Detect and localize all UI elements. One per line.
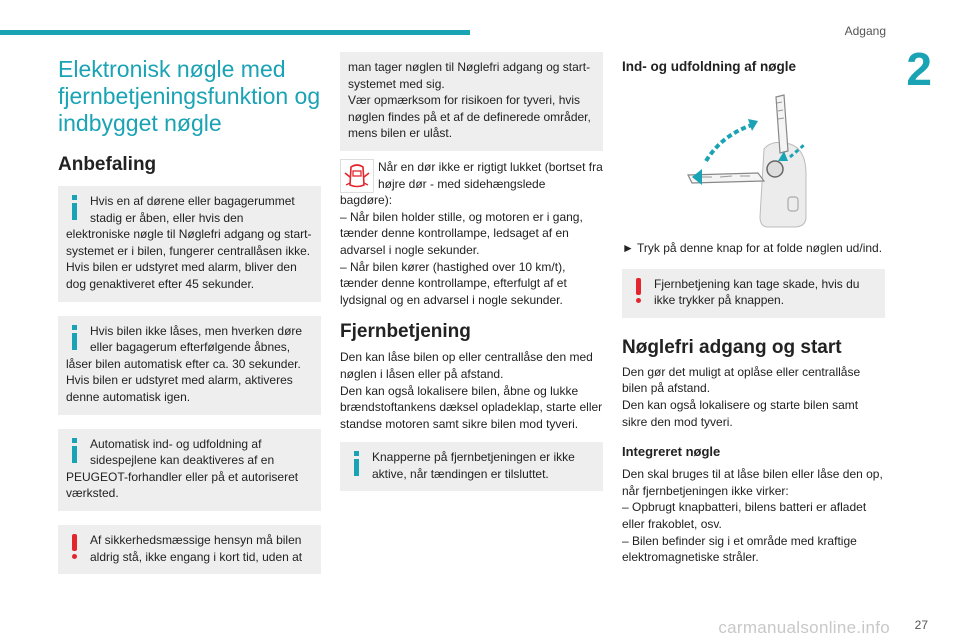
page-title: Elektronisk nøgle med fjernbetjeningsfunktion og indbygget nøgle	[58, 56, 321, 136]
warning-note: Fjernbetjening kan tage skade, hvis du ikke trykker på knappen.	[622, 269, 885, 318]
column-1	[58, 52, 321, 574]
subheading-integrated-key: Integreret nøgle	[622, 444, 721, 460]
info-note: Automatisk ind- og udfoldning af sidespejlene kan deaktiveres af en PEUGEOT-forhandler eller på et autoriseret værksted.	[58, 429, 321, 511]
keyless-paragraph: Den gør det muligt at oplåse eller centrallåse bilen på afstand. Den kan også lokalisere og starte bilen samt sikre den mod tyveri.	[622, 364, 861, 429]
chapter-number: 2	[906, 43, 932, 95]
column-2	[340, 52, 603, 491]
key-fold-instruction: ► Tryk på denne knap for at folde nøglen ud/ind.	[622, 241, 883, 255]
warning-icon	[632, 278, 644, 304]
door-warning-block: Når en dør ikke er rigtigt lukket (bortset fra højre dør - med sidehængslede bagdøre): – Når bilen holder stille, og motoren er i gang, tænder denne kontrollampe, ledsaget af en advarsel i nogle sekunder. – Når bilen kører (hastighed over 10 km/t), tænder denne kontrollampe, efterfulgt af et lydsignal og en advarsel i nogle sekunder.	[340, 159, 603, 307]
info-icon	[68, 195, 80, 221]
warning-note-continued: man tager nøglen til Nøglefri adgang og start-systemet med sig. Vær opmærksom for risikoen for tyveri, hvis nøglen findes på et af de definerede områder, mens bilen er ulåst.	[340, 52, 603, 151]
key-fold-illustration	[672, 89, 822, 229]
watermark: carmanualsonline.info	[718, 618, 890, 637]
section-heading-keyless: Nøglefri adgang og start	[622, 336, 842, 358]
section-heading-anbefaling: Anbefaling	[58, 154, 157, 175]
info-icon	[68, 438, 80, 464]
header-accent-bar	[0, 30, 470, 35]
car-door-warning-icon	[340, 159, 374, 193]
warning-icon	[68, 534, 80, 560]
column-3	[622, 52, 885, 566]
fjernbetjening-paragraph: Den kan låse bilen op eller centrallåse den med nøglen i låsen eller på afstand. Den kan også lokalisere bilen, åbne og lukke brændstoftankens dæksel opladeklap, starte eller standse motoren samt sikre bilen mod tyveri.	[340, 350, 603, 431]
info-note: Knapperne på fjernbetjeningen er ikke aktive, når tændingen er tilsluttet.	[340, 442, 603, 491]
page-number: 27	[914, 618, 928, 632]
info-note: Hvis en af dørene eller bagagerummet stadig er åben, eller hvis den elektroniske nøgle til Nøglefri adgang og start-systemet er i bilen, fungerer centrallåsen ikke. Hvis bilen er udstyret med alarm, bliver den dog genaktiveret efter 45 sekunder.	[58, 186, 321, 302]
subheading-key-fold: Ind- og udfoldning af nøgle	[622, 59, 796, 74]
info-note: Hvis bilen ikke låses, men hverken døre eller bagagerum efterfølgende åbnes, låser bilen automatisk efter ca. 30 sekunder. Hvis bilen er udstyret med alarm, aktiveres denne automatisk igen.	[58, 316, 321, 415]
section-heading-fjernbetjening: Fjernbetjening	[340, 321, 471, 343]
section-name: Adgang	[844, 24, 886, 38]
info-icon	[350, 451, 362, 477]
info-icon	[68, 325, 80, 351]
integrated-key-paragraph: Den skal bruges til at låse bilen eller låse den op, når fjernbetjeningen ikke virker: – Opbrugt knapbatteri, bilens batteri er afladet eller frakoblet, osv. – Bilen befinder sig i et område med kraftige elektromagnetiske stråler.	[622, 467, 883, 565]
warning-note: Af sikkerhedsmæssige hensyn må bilen aldrig stå, ikke engang i kort tid, uden at	[58, 525, 321, 574]
